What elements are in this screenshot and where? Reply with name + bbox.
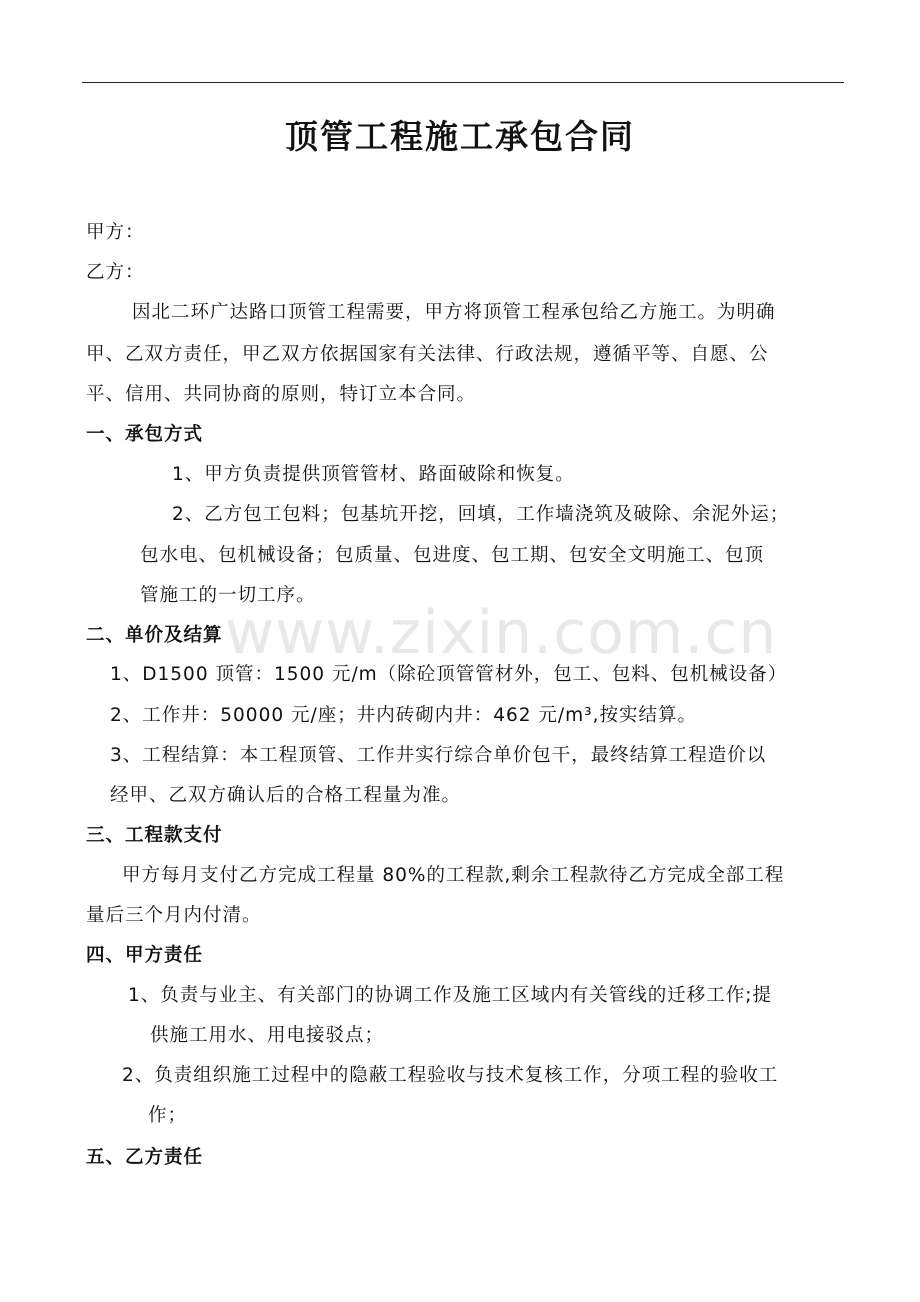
site-watermark: www.zixin.com.cn (225, 598, 778, 668)
header-rule (82, 82, 844, 83)
section-2-item-1: 1、D1500 顶管：1500 元/m（除砼顶管管材外，包工、包料、包机械设备） (110, 664, 788, 685)
section-2-heading: 二、单价及结算 (86, 625, 223, 646)
section-1-heading: 一、承包方式 (86, 424, 204, 445)
section-5-heading: 五、乙方责任 (86, 1147, 204, 1168)
section-4-item-2-line-1: 2、负责组织施工过程中的隐蔽工程验收与技术复核工作，分项工程的验收工 (122, 1065, 779, 1086)
section-4-item-2-line-2: 作； (148, 1105, 188, 1126)
party-a-label: 甲方： (86, 222, 145, 243)
section-4-item-1-line-1: 1、负责与业主、有关部门的协调工作及施工区域内有关管线的迁移工作;提 (128, 985, 773, 1006)
intro-line-1: 因北二环广达路口顶管工程需要，甲方将顶管工程承包给乙方施工。为明确 (132, 302, 776, 323)
section-1-item-2-line-3: 管施工的一切工序。 (140, 585, 316, 606)
section-4-heading: 四、甲方责任 (86, 945, 204, 966)
section-2-item-3-line-1: 3、工程结算：本工程顶管、工作井实行综合单价包干，最终结算工程造价以 (110, 745, 767, 766)
section-1-item-1: 1、甲方负责提供顶管管材、路面破除和恢复。 (172, 464, 575, 485)
section-2-item-3-line-2: 经甲、乙双方确认后的合格工程量为准。 (110, 785, 462, 806)
party-b-label: 乙方： (86, 262, 145, 283)
section-2-item-2: 2、工作井：50000 元/座；井内砖砌内井：462 元/m³,按实结算。 (110, 705, 697, 726)
document-title: 顶管工程施工承包合同 (285, 117, 635, 156)
section-1-item-2-line-1: 2、乙方包工包料；包基坑开挖，回填，工作墙浇筑及破除、余泥外运； (172, 504, 790, 525)
section-3-body-line-2: 量后三个月内付清。 (86, 905, 262, 926)
intro-line-3: 平、信用、共同协商的原则，特订立本合同。 (86, 384, 477, 405)
section-3-heading: 三、工程款支付 (86, 825, 223, 846)
section-1-item-2-line-2: 包水电、包机械设备；包质量、包进度、包工期、包安全文明施工、包顶 (140, 545, 765, 566)
section-3-body-line-1: 甲方每月支付乙方完成工程量 80%的工程款,剩余工程款待乙方完成全部工程 (122, 865, 785, 886)
intro-line-2: 甲、乙双方责任，甲乙双方依据国家有关法律、行政法规，遵循平等、自愿、公 (86, 344, 769, 365)
section-4-item-1-line-2: 供施工用水、用电接驳点； (150, 1025, 385, 1046)
